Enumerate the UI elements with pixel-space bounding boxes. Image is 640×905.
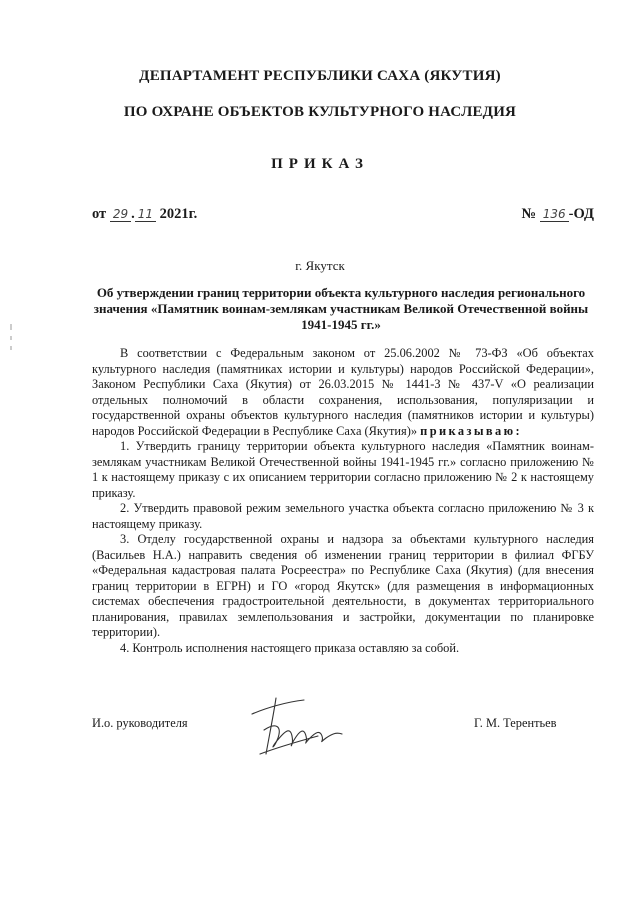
- order-word: приказываю:: [420, 423, 523, 438]
- number-handwritten: 136: [540, 208, 569, 222]
- order-body: [92, 346, 594, 656]
- date-day-handwritten: 29: [110, 208, 131, 222]
- order-number: [522, 206, 594, 223]
- margin-scan-marks: [8, 322, 14, 352]
- number-prefix: №: [521, 206, 537, 222]
- order-date: от 29 . 11 2021г.: [92, 206, 198, 222]
- department-name-line1: ДЕПАРТАМЕНТ РЕСПУБЛИКИ САХА (ЯКУТИЯ): [139, 68, 501, 84]
- order-title: ПРИКАЗ: [271, 156, 369, 172]
- handwritten-signature: [246, 692, 346, 762]
- department-name-line2: ПО ОХРАНЕ ОБЪЕКТОВ КУЛЬТУРНОГО НАСЛЕДИЯ: [123, 104, 517, 120]
- city-line: г. Якутск: [295, 258, 345, 273]
- order-item-1: 1. Утвердить границу территории объекта культурного наследия «Памятник воинам-землякам участникам Великой Отечественной войны 1941-1945 гг.» согласно приложению № 1 к настоящему приказу с их описанием территории согласно приложению № 2 к настоящему приказу.: [92, 439, 594, 500]
- date-month-handwritten: 11: [135, 208, 156, 222]
- preamble-paragraph: В соответствии с Федеральным законом от 25.06.2002 № 73-ФЗ «Об объектах культурного наследия (памятниках истории и культуры) народов Российской Федерации», Законом Республики Саха (Якутия) от 26.03.2015 № 1441-З № 437-V «О реализации отдельных полномочий в области сохранения, использования, популяризации и государственной охраны объектов культурного наследия (памятников истории и культуры) народов Российской Федерации в Республике Саха (Якутия)» приказываю:: [92, 346, 594, 438]
- order-item-2: 2. Утвердить правовой режим земельного участка объекта согласно приложению № 3 к настоящему приказу.: [92, 501, 594, 531]
- date-year: 2021г.: [159, 206, 198, 222]
- number-suffix: -ОД: [568, 206, 594, 222]
- order-item-3: 3. Отделу государственной охраны и надзора за объектами культурного наследия (Васильев Н.А.) направить сведения об изменении границ территории в филиал ФГБУ «Федеральная кадастровая палата Росреестра» по Республике Саха (Якутия) (для внесения границ территории в ЕГРН) и ГО «город Якутск» (для размещения в информационных системах обеспечения градостроительной деятельности, в документах территориального планирования, правилах землепользования и застройки, документации по планировке территории).: [92, 532, 594, 639]
- order-item-4: 4. Контроль исполнения настоящего приказа оставляю за собой.: [120, 640, 460, 655]
- order-subject: Об утверждении границ территории объекта культурного наследия регионального значения «Памятник воинам-землякам участникам Великой Отечественной войны 1941-1945 гг.»: [93, 285, 589, 332]
- signatory-name: Г. М. Терентьев: [474, 716, 557, 730]
- signatory-position: И.о. руководителя: [92, 716, 188, 730]
- date-prefix: от: [92, 206, 107, 222]
